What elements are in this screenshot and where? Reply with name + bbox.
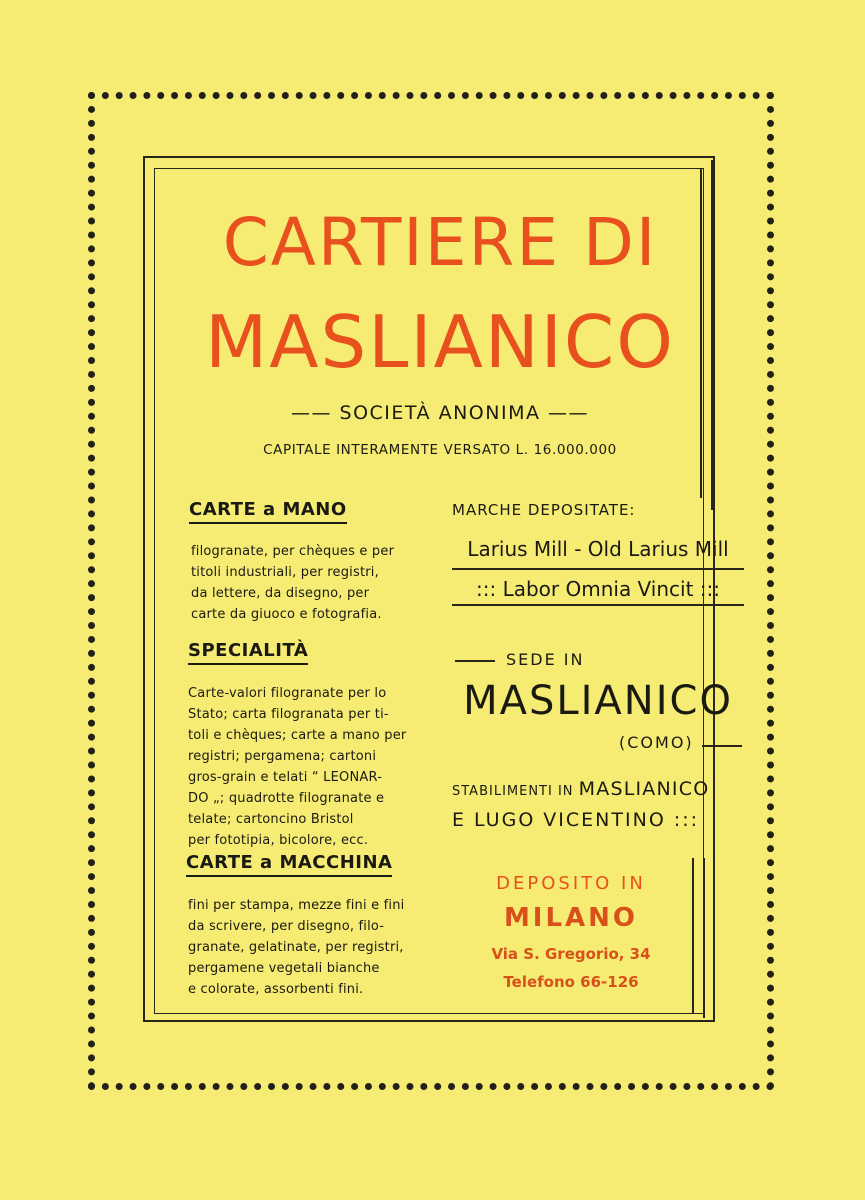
subtitle: —— SOCIETÀ ANONIMA ——	[290, 402, 589, 424]
sede-dash-2	[702, 745, 742, 747]
marca-rule-1	[452, 568, 744, 570]
deposito-city: MILANO	[503, 903, 639, 933]
stabilimenti-line-2: E LUGO VICENTINO :::	[452, 809, 700, 831]
sede-province: (COMO)	[619, 733, 694, 752]
sede-city: MASLIANICO	[463, 678, 733, 724]
deposito-phone: Telefono 66-126	[503, 973, 639, 991]
title-line-2: MASLIANICO	[205, 300, 675, 384]
marca-rule-2	[452, 604, 744, 606]
heading-carte-a-macchina: CARTE a MACCHINA	[186, 852, 392, 877]
marca-larius: Larius Mill - Old Larius Mill	[467, 537, 729, 561]
text-specialita: Carte-valori filogranate per lo Stato; carta filogranata per ti- toli e chèques; carte a mano per registri; pergamena; cartoni gros-grain e telati “ LEONAR- DO „; quadrotte filogranate e telate; cartoncino Bristol per fototipia, bicolore, ecc.	[188, 686, 407, 848]
heading-carte-a-mano: CARTE a MANO	[189, 499, 347, 524]
stabilimenti-line: STABILIMENTI IN MASLIANICO	[452, 778, 710, 800]
sede-label: SEDE IN	[506, 650, 585, 669]
deposito-label-color: DEPOSITO IN	[496, 873, 646, 894]
capital-line: CAPITALE INTERAMENTE VERSATO L. 16.000.000	[263, 442, 617, 458]
deposito-rule-left	[692, 858, 694, 1013]
marca-labor: ::: Labor Omnia Vincit :::	[476, 577, 720, 601]
text-carte-a-mano: filogranate, per chèques e per titoli industriali, per registri, da lettere, da disegno, per carte da giuoco e fotografia.	[191, 544, 395, 622]
marche-label: MARCHE DEPOSITATE:	[452, 501, 636, 519]
title-line-1: CARTIERE DI	[222, 204, 658, 281]
heading-specialita: SPECIALITÀ	[188, 640, 308, 665]
deposito-address: Via S. Gregorio, 34	[491, 945, 651, 963]
sede-dash	[455, 660, 495, 662]
deposito-rule-right	[703, 858, 705, 1018]
text-carte-a-macchina: fini per stampa, mezze fini e fini da scrivere, per disegno, filo- granate, gelatinate, per registri, pergamene vegetali bianche e colorate, assorbenti fini.	[188, 898, 405, 997]
